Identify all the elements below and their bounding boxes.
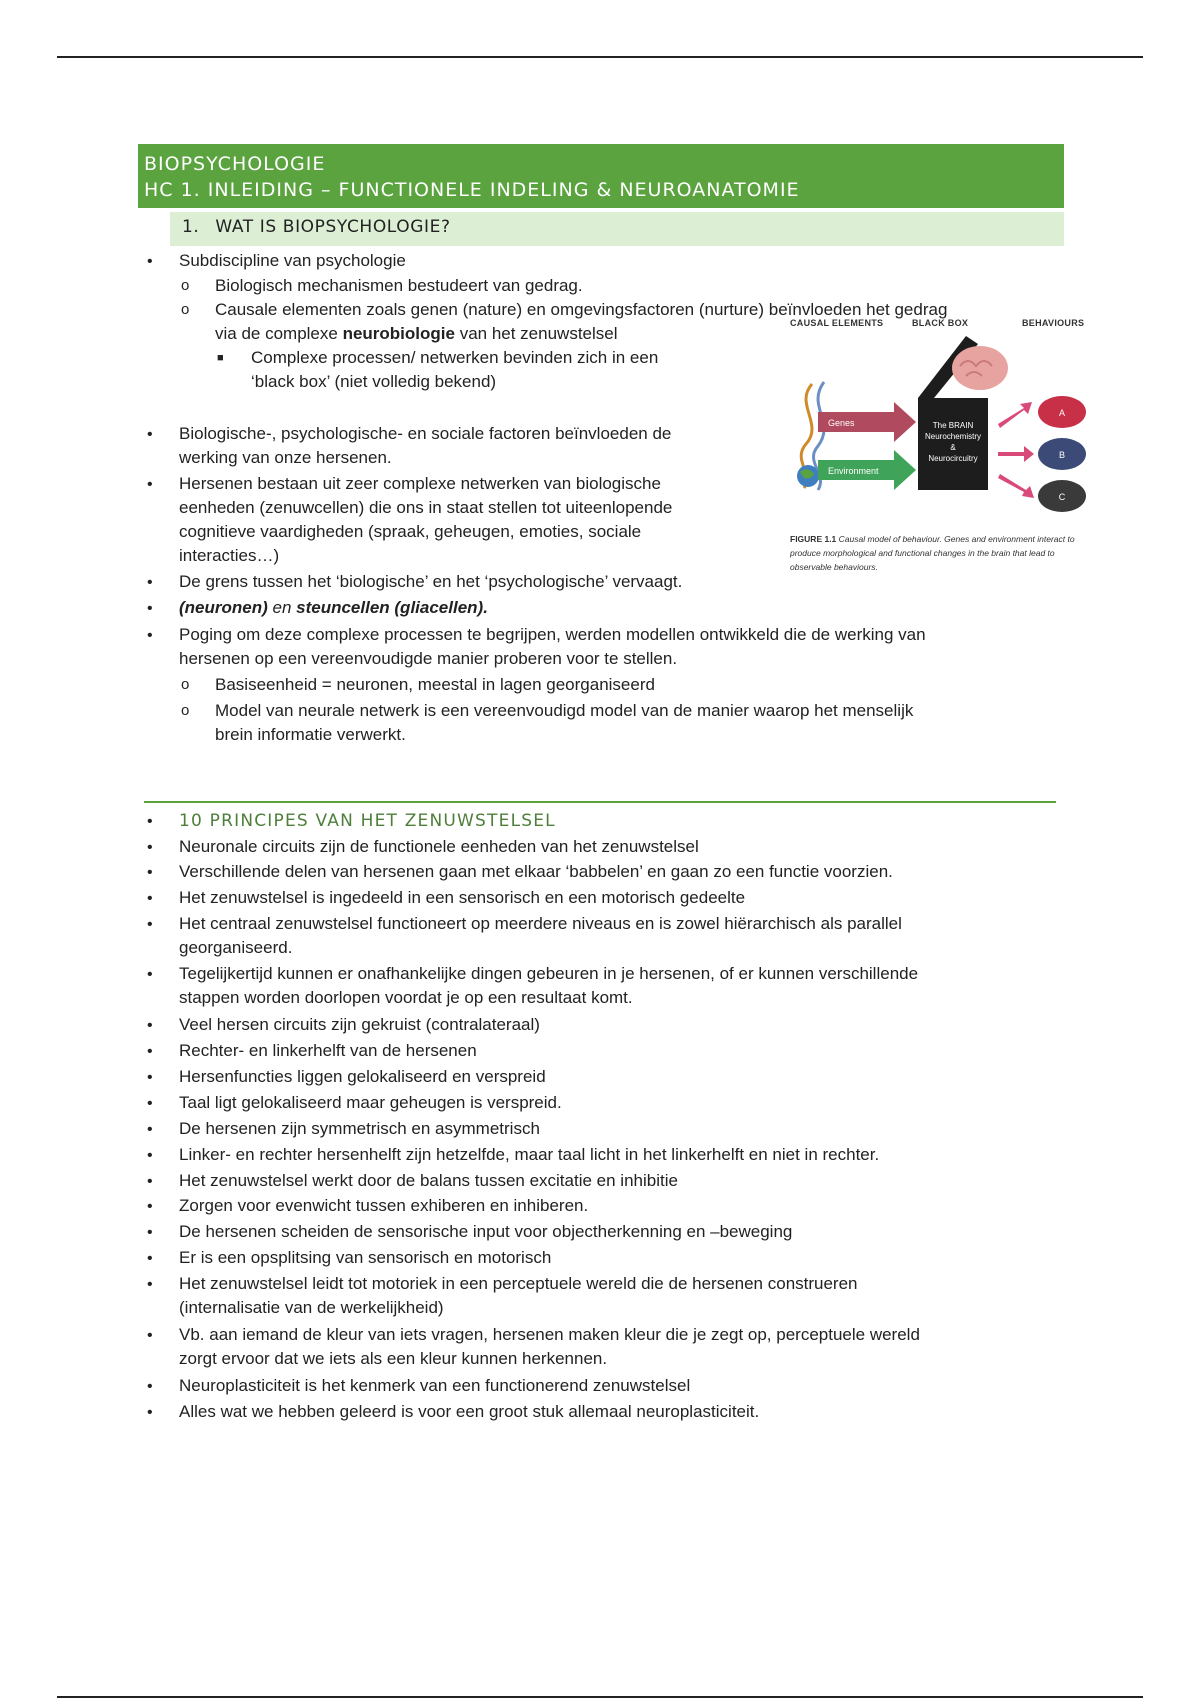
list-item: Vb. aan iemand de kleur van iets vragen, hersenen maken kleur die je zegt op, perceptuele wereld (179, 1325, 920, 1344)
behaviour-arrow-a (998, 402, 1032, 428)
causal-model-figure (784, 318, 1094, 580)
list-item: Tegelijkertijd kunnen er onafhankelijke dingen gebeuren in je hersenen, of er kunnen verschillende (179, 964, 919, 983)
bullet (147, 1220, 159, 1245)
bullet (147, 1194, 159, 1219)
bullet (147, 962, 159, 987)
bullet (147, 1091, 159, 1116)
list-item: Het zenuwstelsel werkt door de balans tussen excitatie en inhibitie (179, 1171, 678, 1190)
square-bullet (217, 346, 224, 370)
principles-heading: 10 PRINCIPES VAN HET ZENUWSTELSEL (179, 811, 556, 831)
list-item-continued: eenheden (zenuwcellen) die ons in staat stellen tot uiteenlopende (179, 498, 673, 517)
list-item-continued: (internalisatie van de werkelijkheid) (179, 1298, 444, 1317)
sub-bullet (181, 298, 189, 322)
list-item: De hersenen zijn symmetrisch en asymmetrisch (179, 1119, 540, 1138)
list-item: Biologisch mechanismen bestudeert van gedrag. (215, 276, 583, 295)
bullet (147, 422, 159, 447)
figure-head-blackbox: BLACK BOX (912, 318, 969, 328)
section-title: WAT IS BIOPSYCHOLOGIE? (215, 217, 451, 237)
list-item-continued: zorgt ervoor dat we iets als een kleur kunnen herkennen. (179, 1349, 608, 1368)
list-item-continued: brein informatie verwerkt. (215, 725, 406, 744)
course-title: BIOPSYCHOLOGIE (144, 153, 326, 175)
bullet (147, 912, 159, 937)
bullet (147, 809, 159, 834)
bullet (147, 1039, 159, 1064)
sub-bullet (181, 699, 189, 723)
list-item: Hersenen bestaan uit zeer complexe netwerken van biologische (179, 474, 661, 493)
svg-text:Neurochemistry: Neurochemistry (924, 432, 982, 441)
list-item: Verschillende delen van hersenen gaan met elkaar ‘babbelen’ en gaan zo een functie voorzien. (179, 862, 893, 881)
list-item: Veel hersen circuits zijn gekruist (contralateraal) (179, 1015, 540, 1034)
bullet (147, 860, 159, 885)
bullet (147, 1323, 159, 1348)
list-item: Model van neurale netwerk is een vereenvoudigd model van de manier waarop het menselijk (215, 701, 914, 720)
list-item: Hersenfuncties liggen gelokaliseerd en verspreid (179, 1067, 546, 1086)
bullet (147, 1065, 159, 1090)
bullet (147, 249, 159, 274)
svg-text:&: & (950, 443, 956, 452)
bullet (147, 1117, 159, 1142)
sub-bullet (181, 274, 189, 298)
list-item: Biologische-, psychologische- en sociale factoren beïnvloeden de (179, 424, 672, 443)
bullet (147, 886, 159, 911)
list-item: Linker- en rechter hersenhelft zijn hetzelfde, maar taal licht in het linkerhelft en niet in rechter. (179, 1145, 880, 1164)
list-item: Zorgen voor evenwicht tussen exhiberen en inhiberen. (179, 1196, 589, 1215)
figure-head-behaviours: BEHAVIOURS (1022, 318, 1085, 328)
list-item-continued: stappen worden doorlopen voordat je op een resultaat komt. (179, 988, 633, 1007)
bullet (147, 596, 159, 621)
bullet (147, 1374, 159, 1399)
brain-icon (952, 346, 1008, 390)
bullet (147, 623, 159, 648)
list-item: Basiseenheid = neuronen, meestal in lagen georganiseerd (215, 675, 655, 694)
list-item: Het zenuwstelsel leidt tot motoriek in een perceptuele wereld die de hersenen construeren (179, 1274, 858, 1293)
bullet (147, 1272, 159, 1297)
list-item: (neuronen) en steuncellen (gliacellen). (179, 598, 488, 617)
list-item: Rechter- en linkerhelft van de hersenen (179, 1041, 477, 1060)
bullet (147, 570, 159, 595)
section-number: 1. (182, 217, 200, 237)
list-item: Het centraal zenuwstelsel functioneert op meerdere niveaus en is zowel hiërarchisch als parallel (179, 914, 902, 933)
svg-text:C: C (1058, 492, 1066, 502)
bullet (147, 835, 159, 860)
top-rule (57, 56, 1143, 58)
list-item: Het zenuwstelsel is ingedeeld in een sensorisch en een motorisch gedeelte (179, 888, 746, 907)
list-item-continued: via de complexe neurobiologie van het zenuwstelsel (215, 324, 618, 343)
lecture-title: HC 1. INLEIDING – FUNCTIONELE INDELING & NEUROANATOMIE (144, 179, 800, 201)
bold-term: neurobiologie (342, 324, 455, 343)
bullet (147, 1013, 159, 1038)
list-item: Causale elementen zoals genen (nature) en omgevingsfactoren (nurture) beïnvloeden het gedrag (215, 300, 948, 319)
list-item: Poging om deze complexe processen te begrijpen, werden modellen ontwikkeld die de werking van (179, 625, 926, 644)
title-band (138, 144, 1064, 208)
genes-label: Genes (828, 418, 855, 428)
bottom-rule (57, 1696, 1143, 1698)
behaviour-arrow-c (998, 474, 1034, 498)
list-item-continued: werking van onze hersenen. (179, 448, 392, 467)
svg-text:The BRAIN: The BRAIN (932, 421, 974, 430)
section-divider (144, 801, 1056, 803)
figure-graphic (784, 328, 1094, 538)
svg-text:A: A (1058, 408, 1066, 418)
environment-label: Environment (828, 466, 879, 476)
list-item: De hersenen scheiden de sensorische input voor objectherkenning en –beweging (179, 1222, 793, 1241)
list-item-continued: cognitieve vaardigheden (spraak, geheugen, emoties, sociale (179, 522, 642, 541)
list-item: Neuroplasticiteit is het kenmerk van een functionerend zenuwstelsel (179, 1376, 691, 1395)
svg-text:Neurocircuitry: Neurocircuitry (928, 454, 978, 463)
list-item: Er is een opsplitsing van sensorisch en motorisch (179, 1248, 552, 1267)
bullet (147, 1400, 159, 1425)
list-item: Complexe processen/ netwerken bevinden zich in een (251, 348, 659, 367)
behaviour-arrow-b (998, 446, 1034, 462)
bullet (147, 1169, 159, 1194)
bullet (147, 1246, 159, 1271)
list-item-continued: hersenen op een vereenvoudigde manier proberen voor te stellen. (179, 649, 678, 668)
list-item: Neuronale circuits zijn de functionele eenheden van het zenuwstelsel (179, 837, 699, 856)
figure-caption: FIGURE 1.1 Causal model of behaviour. Genes and environment interact to produce morphological and functional changes in the brain that lead to observable behaviours. (790, 534, 1075, 572)
list-item: Subdiscipline van psychologie (179, 251, 406, 270)
list-item: De grens tussen het ‘biologische’ en het ‘psychologische’ vervaagt. (179, 572, 683, 591)
figure-head-causal: CAUSAL ELEMENTS (790, 318, 884, 328)
section-heading (170, 212, 1064, 246)
sub-bullet (181, 673, 189, 697)
svg-text:B: B (1058, 450, 1066, 460)
bullet (147, 1143, 159, 1168)
bullet (147, 472, 159, 497)
list-item-continued: interacties…) (179, 546, 280, 565)
list-item: Taal ligt gelokaliseerd maar geheugen is verspreid. (179, 1093, 562, 1112)
list-item: Alles wat we hebben geleerd is voor een groot stuk allemaal neuroplasticiteit. (179, 1402, 760, 1421)
list-item-continued: ‘black box’ (niet volledig bekend) (251, 372, 497, 391)
list-item-continued: georganiseerd. (179, 938, 293, 957)
